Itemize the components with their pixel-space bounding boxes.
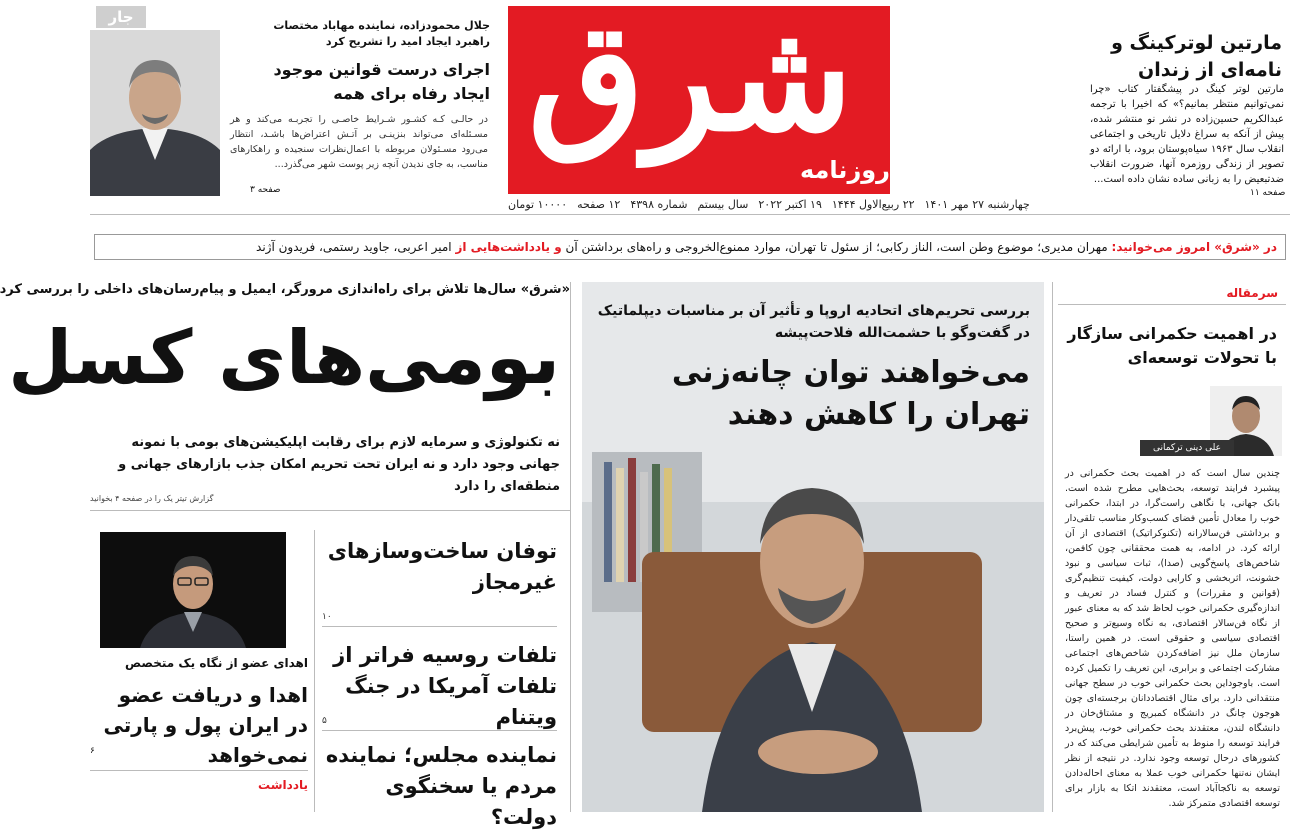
left-bottom-title[interactable]: اهدا و دریافت عضو در ایران پول و پارتی نمی‌خواهد [103,683,308,767]
ticker-text: مهران مدیری؛ موضوع وطن است، الناز رکابی؛ از سئول تا تهران، موارد ممنوع‌الخروجی و راه‌های برداشتن آن [565,240,1108,254]
column-divider [570,282,571,812]
masthead [508,0,890,194]
story-title: توفان ساخت‌وسازهای غیرمجاز [327,539,557,594]
left-bottom-page: ۶ [90,746,95,756]
dateline [508,198,1038,211]
story-divider [322,730,557,731]
editorial-author: علی دینی ترکمانی [1140,440,1234,456]
header-divider [90,214,1290,215]
story-page: ۵ [322,716,327,726]
story-illegal-construction[interactable] [322,536,557,598]
editorial-body: چندین سال است که در اهمیت بحث حکمرانی در پیشبرد فرایند توسعه، بحث‌هایی مطرح شده است. بانک جهانی، با نگاهی راست‌گرا، در ابتدا، حکمرانی خوب را معادل تأمین فضای کسب‌وکار مناسب تلقی‌دار و برداشتی فن‌سالارانه (تکنوکراتیک) اقتصادی از آن ارائه کرد. در ادامه، به همت محققانی چون کافمن، شاخص‌های پاسخ‌گویی (صدا)، ثبات سیاسی و نبود خشونت، اثربخشی و کارایی دولت، کیفیت تنظیم‌گری (قوانین و مقررات) و کنترل فساد در تعریف و اندازه‌گیری حکمرانی خوب لحاظ شد که به معنای عبور از نگاه فن‌سالار اقتصادی، به نگاه وسیع‌تر و صحیح اقتصادی سیاسی و حقوقی است. در همین راستا، سازمان ملل نیز اضافه‌کردن شاخص‌های اجتماعی مشارکت اجتماعی و برابری، این تعریف را تکمیل کرده است. باوجوداین بحث حکمرانی خوب در سطح جهانی منتقدانی دارد. برای مثال اقتصاددانان برجسته‌ای چون هوجون چانگ در دانشگاه کمبریج و مشتاق‌خان در دانشگاه لندن، معتقدند بحث حکمرانی خوب، پیش‌برد فرایند توسعه را منوط به تأمین شرایطی می‌کند که در کشورهای درحال توسعه وجود ندارد. در نتیجه از نظر ایشان نه‌تنها حکمرانی خوب عملا به معنای احاله‌دادن توسعه به ناکجاآباد است، معتقدند اتکا به بازار برای توسعه اقتصادی متمرکز شد. [1065,468,1280,809]
masthead-logo: شرق [528,0,853,165]
note-label: یادداشت [258,778,308,792]
lead-headline[interactable]: بومی‌های کسل [8,315,560,401]
editorial-title[interactable]: در اهمیت حکمرانی سازگار با تحولات توسعه‌ای [1067,324,1277,367]
interview-kicker: بررسی تحریم‌های اتحادیه اروپا و تأثیر آن بر مناسبات دیپلماتیک در گفت‌وگو با حشمت‌الله فلاحت‌پیشه [597,303,1030,341]
top-right-page: صفحه ۱۱ [1250,188,1286,198]
story-title: نماینده مجلس؛ نماینده مردم یا سخنگوی دولت؟ [325,743,557,829]
dateline-year: سال بیستم [697,198,749,211]
top-left-page: صفحه ۳ [250,185,281,195]
masthead-subtitle: روزنامه [800,156,890,184]
organ-donation-photo [100,532,286,648]
ticker-names: امیر اعربی، جاوید رستمی، فریدون آژند [256,240,452,254]
top-right-body: مارتین لوتر کینگ در پیشگفتار کتاب «چرا نمی‌توانیم منتظر بمانیم؟» که اخیرا با ترجمه عبدالکریم حسین‌زاده در نشر نو منتشر شده، پیش از آنکه به سراغ دلایل تاریخی و اجتماعی انقلاب سال ۱۹۶۳ سیاه‌پوستان برود، با ارائه دو تصویر از زندگی روزمره آنها، ضرورت انقلاب ضدتبعیض را به زبانی ساده نشان داده است... [1090,84,1285,185]
editorial-label: سرمقاله [1058,286,1286,305]
top-left-body: در حالـی کـه کشـور شـرایط خاصـی را تجربـه می‌کند و هر مسـئله‌ای می‌تواند بنزینـی بر آتـش اعتراض‌ها باشـد، انتظار می‌رود مسـئولان مربوطه با اعمال‌نظرات سنجیده و راهکارهای مناسب، به جای ندیدن آنچه زیر پوست شهر می‌گذرد... [230,114,488,170]
ticker-prefix: در «شرق» امروز می‌خوانید: [1111,240,1277,254]
story-mp-spokesman[interactable] [322,740,557,833]
author-photo-top-left [90,30,220,196]
jar-badge: جار [96,6,146,28]
top-right-title[interactable]: مارتین لوترکینگ و نامه‌ای از زندان [1111,32,1282,81]
left-bottom-kicker: اهدای عضو از نگاه یک متخصص [125,656,308,670]
top-left-title[interactable]: اجرای درست قوانین موجود ایجاد رفاه برای همه [273,60,490,103]
today-ticker [94,234,1286,260]
ticker-connector: و یادداشت‌هایی از [455,240,562,254]
dateline-hijri: ۲۲ ربیع‌الاول ۱۴۴۴ [831,198,915,211]
story-divider [322,626,557,627]
story-title: تلفات روسیه فراتر از تلفات آمریکا در جنگ ویتنام [333,643,557,729]
dateline-issue: شماره ۴۳۹۸ [630,198,688,211]
interview-headline[interactable]: می‌خواهند توان چانه‌زنی تهران را کاهش دهند [671,355,1030,432]
lead-kicker: «شرق» سال‌ها تلاش برای راه‌اندازی مرورگر، ایمیل و پیام‌رسان‌های داخلی را بررسی کرد [0,282,570,297]
story-page: ۱۰ [322,612,332,622]
left-bottom-divider [90,770,308,771]
dateline-weekday: چهارشنبه ۲۷ مهر ۱۴۰۱ [924,198,1030,211]
lead-divider [90,510,570,511]
dateline-pages: ۱۲ صفحه [577,198,621,211]
top-left-author: جلال محمودزاده، نماینده مهاباد مختصات راهبرد ایجاد امید را تشریح کرد [273,19,490,48]
dateline-price: ۱۰۰۰۰ تومان [508,198,568,211]
lead-subheadline: نه تکنولوژی و سرمایه لازم برای رقابت اپلیکیشن‌های بومی با نمونه جهانی وجود دارد و نه ایران تحت تحریم امکان جذب بازارهای جهانی و منطقه‌ای را دارد [118,435,560,494]
column-divider [1052,282,1053,812]
dateline-gregorian: ۱۹ اکتبر ۲۰۲۲ [758,198,822,211]
column-divider [314,530,315,812]
lead-credit: گزارش تیتر یک را در صفحه ۴ بخوانید [90,494,214,503]
